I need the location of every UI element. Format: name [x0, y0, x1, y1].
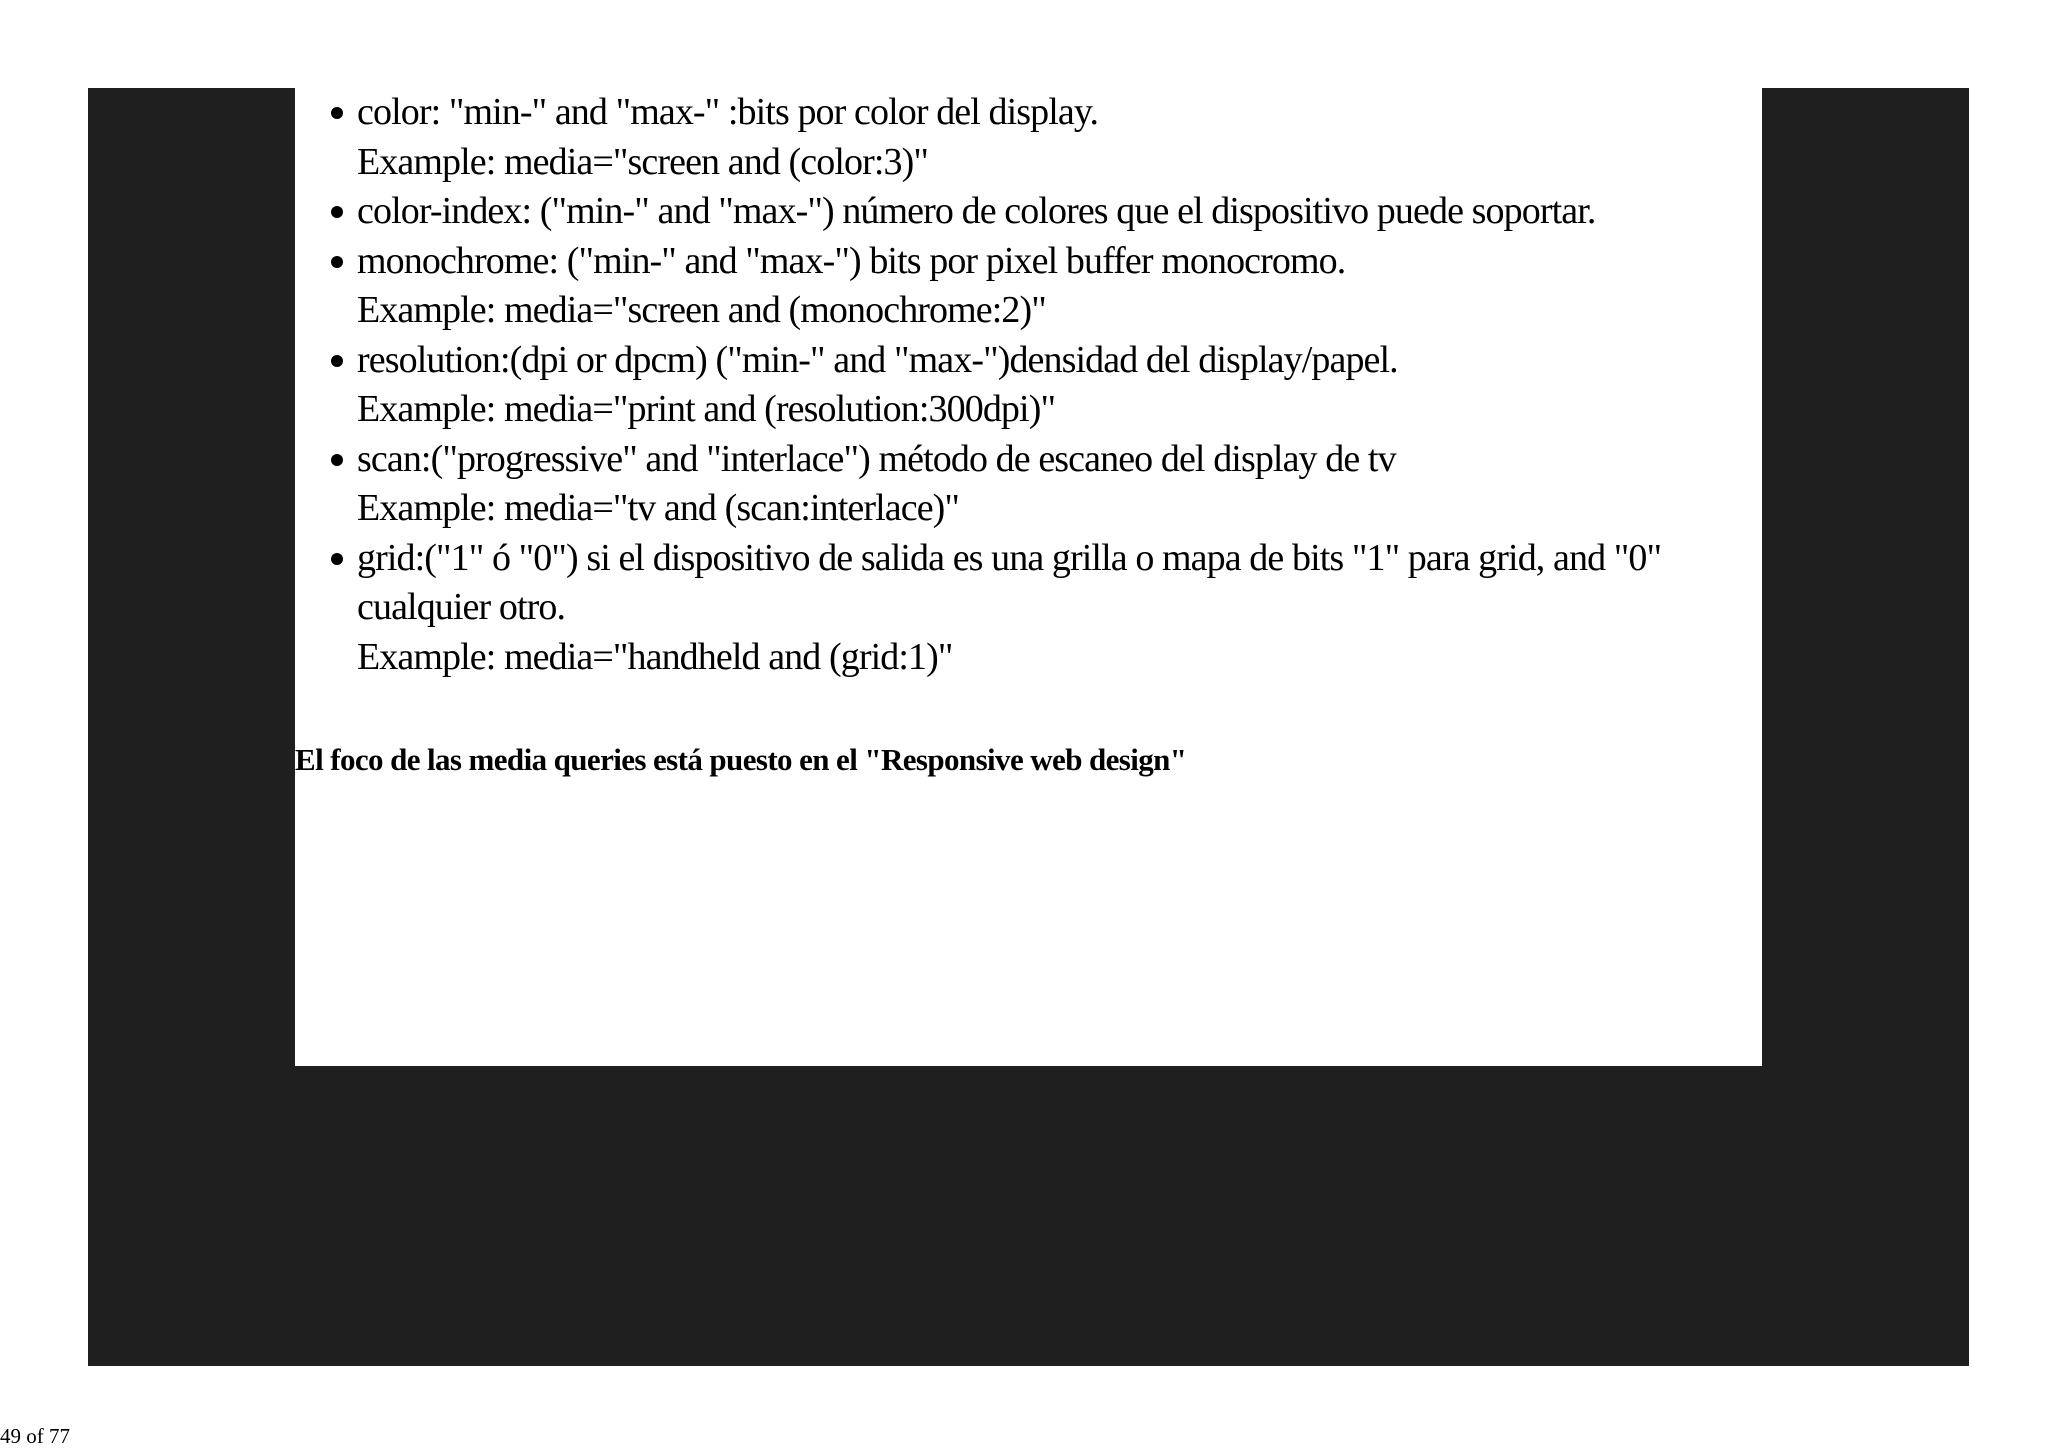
feature-description: color: "min-" and "max-" :bits por color del display. — [357, 91, 1099, 133]
feature-description-continued: cualquier otro. — [357, 586, 566, 628]
feature-item-color-index — [331, 187, 1762, 237]
bullet-icon — [331, 454, 343, 466]
bullet-icon — [331, 355, 343, 367]
page-counter: 49 of 77 — [0, 1424, 70, 1448]
feature-item-resolution — [331, 336, 1762, 435]
feature-description: grid:("1" ó "0") si el dispositivo de salida es una grilla o mapa de bits "1" para grid, and "0" — [357, 536, 1662, 579]
feature-description: color-index: ("min-" and "max-") número de colores que el dispositivo puede soportar. — [357, 190, 1596, 232]
bullet-icon — [331, 206, 343, 218]
feature-description: scan:("progressive" and "interlace") método de escaneo del display de tv — [357, 437, 1396, 480]
feature-example: Example: media="screen and (monochrome:2)" — [357, 289, 1046, 331]
feature-example: Example: media="screen and (color:3)" — [357, 140, 928, 183]
content-panel — [295, 88, 1762, 1066]
feature-example: Example: media="tv and (scan:interlace)" — [357, 487, 960, 529]
feature-item-grid — [331, 534, 1762, 683]
feature-example: Example: media="handheld and (grid:1)" — [357, 635, 953, 678]
feature-item-color — [331, 88, 1762, 187]
feature-description: resolution:(dpi or dpcm) ("min-" and "max-")densidad del display/papel. — [357, 338, 1398, 381]
feature-item-scan — [331, 435, 1762, 534]
focus-note: El foco de las media queries está puesto en el "Responsive web design" — [295, 742, 1187, 777]
media-feature-list — [331, 88, 1762, 682]
feature-item-monochrome — [331, 237, 1762, 336]
bullet-icon — [331, 256, 343, 268]
feature-description: monochrome: ("min-" and "max-") bits por pixel buffer monocromo. — [357, 239, 1346, 282]
bullet-icon — [331, 107, 343, 119]
bullet-icon — [331, 553, 343, 565]
feature-example: Example: media="print and (resolution:300dpi)" — [357, 388, 1056, 430]
